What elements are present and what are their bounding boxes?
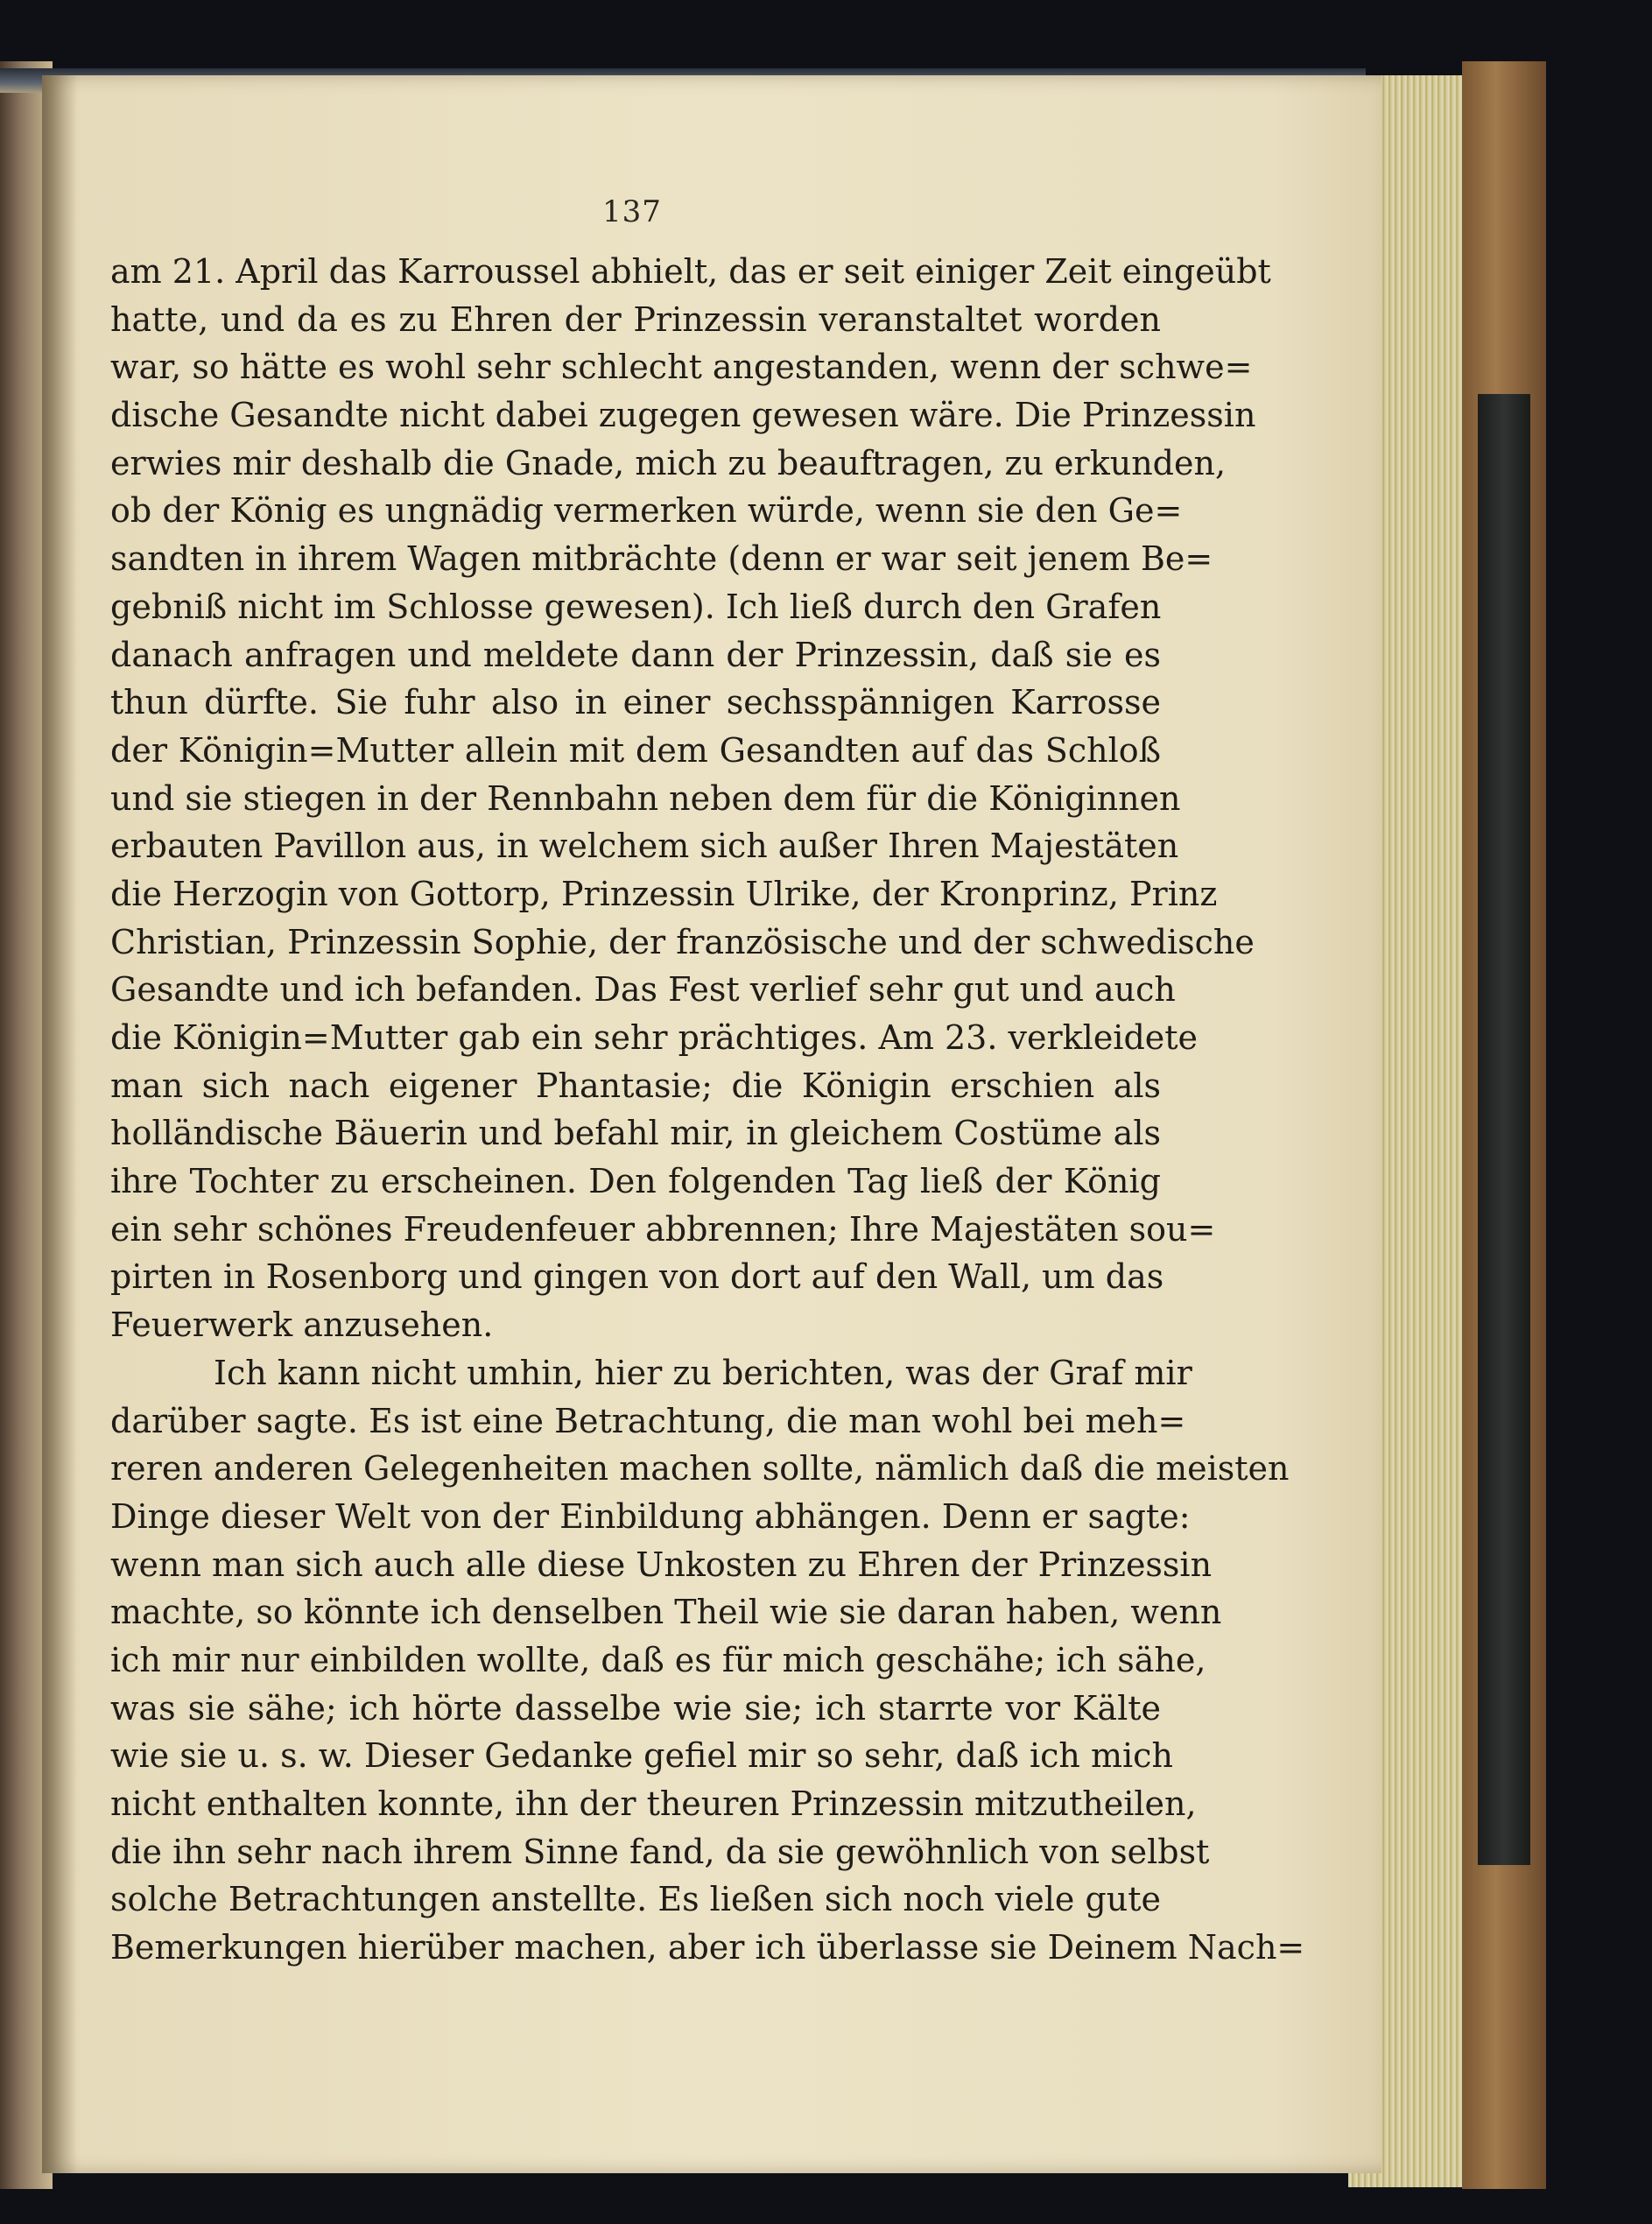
text-line: Dinge dieser Welt von der Einbildung abhängen. Denn er sagte:	[110, 1496, 1191, 1536]
text-line: Gesandte und ich befanden. Das Fest verlief sehr gut und auch	[110, 970, 1176, 1010]
text-line: erbauten Pavillon aus, in welchem sich außer Ihren Majestäten	[110, 827, 1179, 866]
text-line: ich mir nur einbilden wollte, daß es für mich geschähe; ich sähe,	[110, 1640, 1206, 1679]
body-text	[110, 248, 1305, 1972]
text-line: was sie sähe; ich hörte dasselbe wie sie; ich starrte vor Kälte	[110, 1688, 1161, 1728]
text-line: hatte, und da es zu Ehren der Prinzessin veranstaltet worden	[110, 299, 1161, 339]
text-line: man sich nach eigener Phantasie; die Königin erschien als	[110, 1066, 1161, 1105]
text-line: der Königin=Mutter allein mit dem Gesandten auf das Schloß	[110, 730, 1161, 770]
text-line: pirten in Rosenborg und gingen von dort auf den Wall, um das	[110, 1257, 1164, 1297]
text-line: erwies mir deshalb die Gnade, mich zu beauftragen, zu erkunden,	[110, 443, 1227, 482]
text-line: die ihn sehr nach ihrem Sinne fand, da sie gewöhnlich von selbst	[110, 1832, 1210, 1871]
text-line: ihre Tochter zu erscheinen. Den folgenden Tag ließ der König	[110, 1162, 1161, 1201]
text-line: war, so hätte es wohl sehr schlecht angestanden, wenn der schwe=	[110, 348, 1253, 387]
gutter-shadow	[42, 75, 77, 2173]
page-number: 137	[602, 194, 662, 229]
text-line: dische Gesandte nicht dabei zugegen gewesen wäre. Die Prinzessin	[110, 396, 1256, 435]
text-line: ein sehr schönes Freudenfeuer abbrennen; Ihre Majestäten sou=	[110, 1209, 1216, 1249]
text-line: thun dürfte. Sie fuhr also in einer sechsspännigen Karrosse	[110, 683, 1161, 722]
text-line: Bemerkungen hierüber machen, aber ich überlasse sie Deinem Nach=	[110, 1928, 1305, 1967]
text-line: die Herzogin von Gottorp, Prinzessin Ulrike, der Kronprinz, Prinz	[110, 874, 1218, 913]
text-line: ob der König es ungnädig vermerken würde, wenn sie den Ge=	[110, 491, 1183, 531]
cover-strip	[1478, 394, 1530, 1865]
text-line: holländische Bäuerin und befahl mir, in gleichem Costüme als	[110, 1114, 1161, 1153]
text-line: reren anderen Gelegenheiten machen sollte, nämlich daß die meisten	[110, 1449, 1290, 1489]
text-line: wenn man sich auch alle diese Unkosten zu Ehren der Prinzessin	[110, 1545, 1213, 1584]
text-line: sandten in ihrem Wagen mitbrächte (denn er war seit jenem Be=	[110, 539, 1213, 579]
text-line: Ich kann nicht umhin, hier zu berichten, was der Graf mir	[214, 1353, 1192, 1392]
text-line: gebniß nicht im Schlosse gewesen). Ich ließ durch den Grafen	[110, 587, 1162, 626]
text-line: am 21. April das Karroussel abhielt, das er seit einiger Zeit eingeübt	[110, 252, 1271, 291]
text-line: wie sie u. s. w. Dieser Gedanke gefiel mir so sehr, daß ich mich	[110, 1736, 1173, 1776]
text-line: solche Betrachtungen anstellte. Es ließen sich noch viele gute	[110, 1880, 1161, 1919]
text-line: Christian, Prinzessin Sophie, der französische und der schwedische	[110, 922, 1255, 961]
text-line: und sie stiegen in der Rennbahn neben dem für die Königinnen	[110, 778, 1181, 818]
text-line: darüber sagte. Es ist eine Betrachtung, die man wohl bei meh=	[110, 1401, 1186, 1440]
text-line: machte, so könnte ich denselben Theil wie sie daran haben, wenn	[110, 1593, 1222, 1632]
text-line: die Königin=Mutter gab ein sehr prächtiges. Am 23. verkleidete	[110, 1018, 1199, 1057]
text-line: danach anfragen und meldete dann der Prinzessin, daß sie es	[110, 635, 1161, 674]
text-line: Feuerwerk anzusehen.	[110, 1306, 494, 1345]
text-line: nicht enthalten konnte, ihn der theuren Prinzessin mitzutheilen,	[110, 1784, 1197, 1823]
